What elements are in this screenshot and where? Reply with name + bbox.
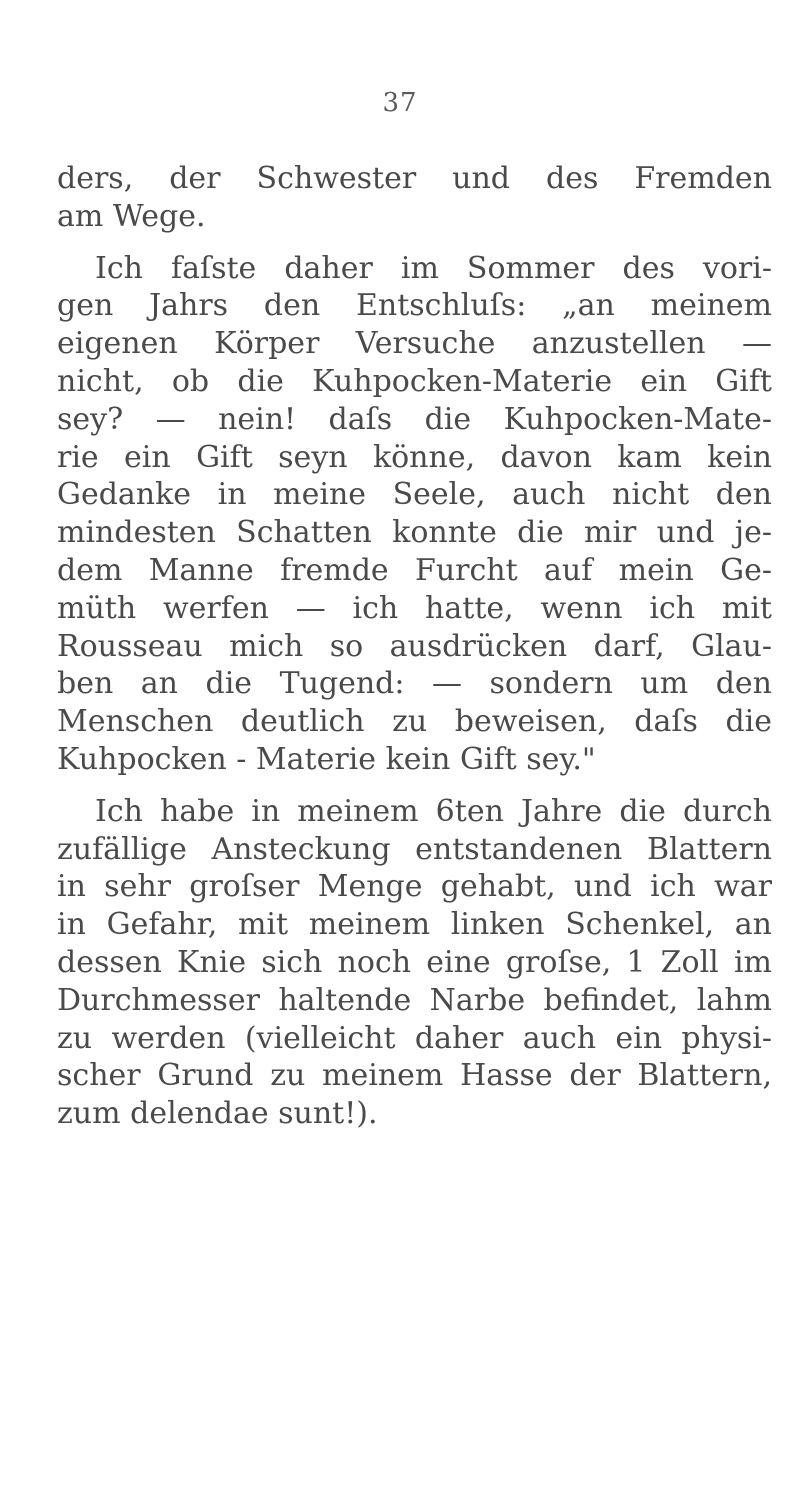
text-line: sey? — nein! daſs die Kuhpocken-Mate- xyxy=(57,401,772,437)
body-text xyxy=(57,160,772,1133)
text-line: in sehr groſser Menge gehabt, und ich war xyxy=(57,869,772,905)
text-line: Ich faſste daher im Sommer des vori- xyxy=(95,250,772,286)
paragraph-gap xyxy=(57,779,772,793)
text-line: zufällige Ansteckung entstandenen Blattern xyxy=(57,831,772,867)
text-line: Gedanke in meine Seele, auch nicht den xyxy=(57,477,772,513)
text-line: ders, der Schwester und des Fremden xyxy=(57,161,772,196)
text-line: Kuhpocken - Materie kein Gift sey." xyxy=(57,741,596,777)
text-line: ben an die Tugend: — sondern um den xyxy=(57,666,772,702)
text-line: Rousseau mich so ausdrücken darf, Glau- xyxy=(57,628,772,664)
text-line: zum delendae sunt!). xyxy=(57,1096,378,1132)
text-line: mindesten Schatten konnte die mir und je- xyxy=(57,515,772,551)
text-line: müth werfen — ich hatte, wenn ich mit xyxy=(57,590,772,626)
text-line: zu werden (vielleicht daher auch ein physi- xyxy=(57,1020,772,1056)
text-line: gen Jahrs den Entschluſs: „an meinem xyxy=(57,288,772,324)
paragraph-gap xyxy=(57,236,772,250)
text-line: scher Grund zu meinem Hasse der Blattern, xyxy=(57,1058,772,1094)
text-line: eigenen Körper Versuche anzustellen — xyxy=(57,326,772,362)
text-line: in Gefahr, mit meinem linken Schenkel, an xyxy=(57,907,772,943)
text-line: dem Manne fremde Furcht auf mein Ge- xyxy=(57,552,772,588)
text-line: nicht, ob die Kuhpocken-Materie ein Gift xyxy=(57,363,772,399)
page-number: 37 xyxy=(382,88,418,118)
text-line: Ich habe in meinem 6ten Jahre die durch xyxy=(95,793,772,829)
text-line: am Wege. xyxy=(57,198,206,234)
text-line: dessen Knie sich noch eine groſse, 1 Zoll im xyxy=(57,944,772,980)
text-line: rie ein Gift seyn könne, davon kam kein xyxy=(57,439,772,475)
text-line: Menschen deutlich zu beweisen, daſs die xyxy=(57,704,772,740)
text-line: Durchmesser haltende Narbe befindet, lahm xyxy=(57,982,772,1018)
